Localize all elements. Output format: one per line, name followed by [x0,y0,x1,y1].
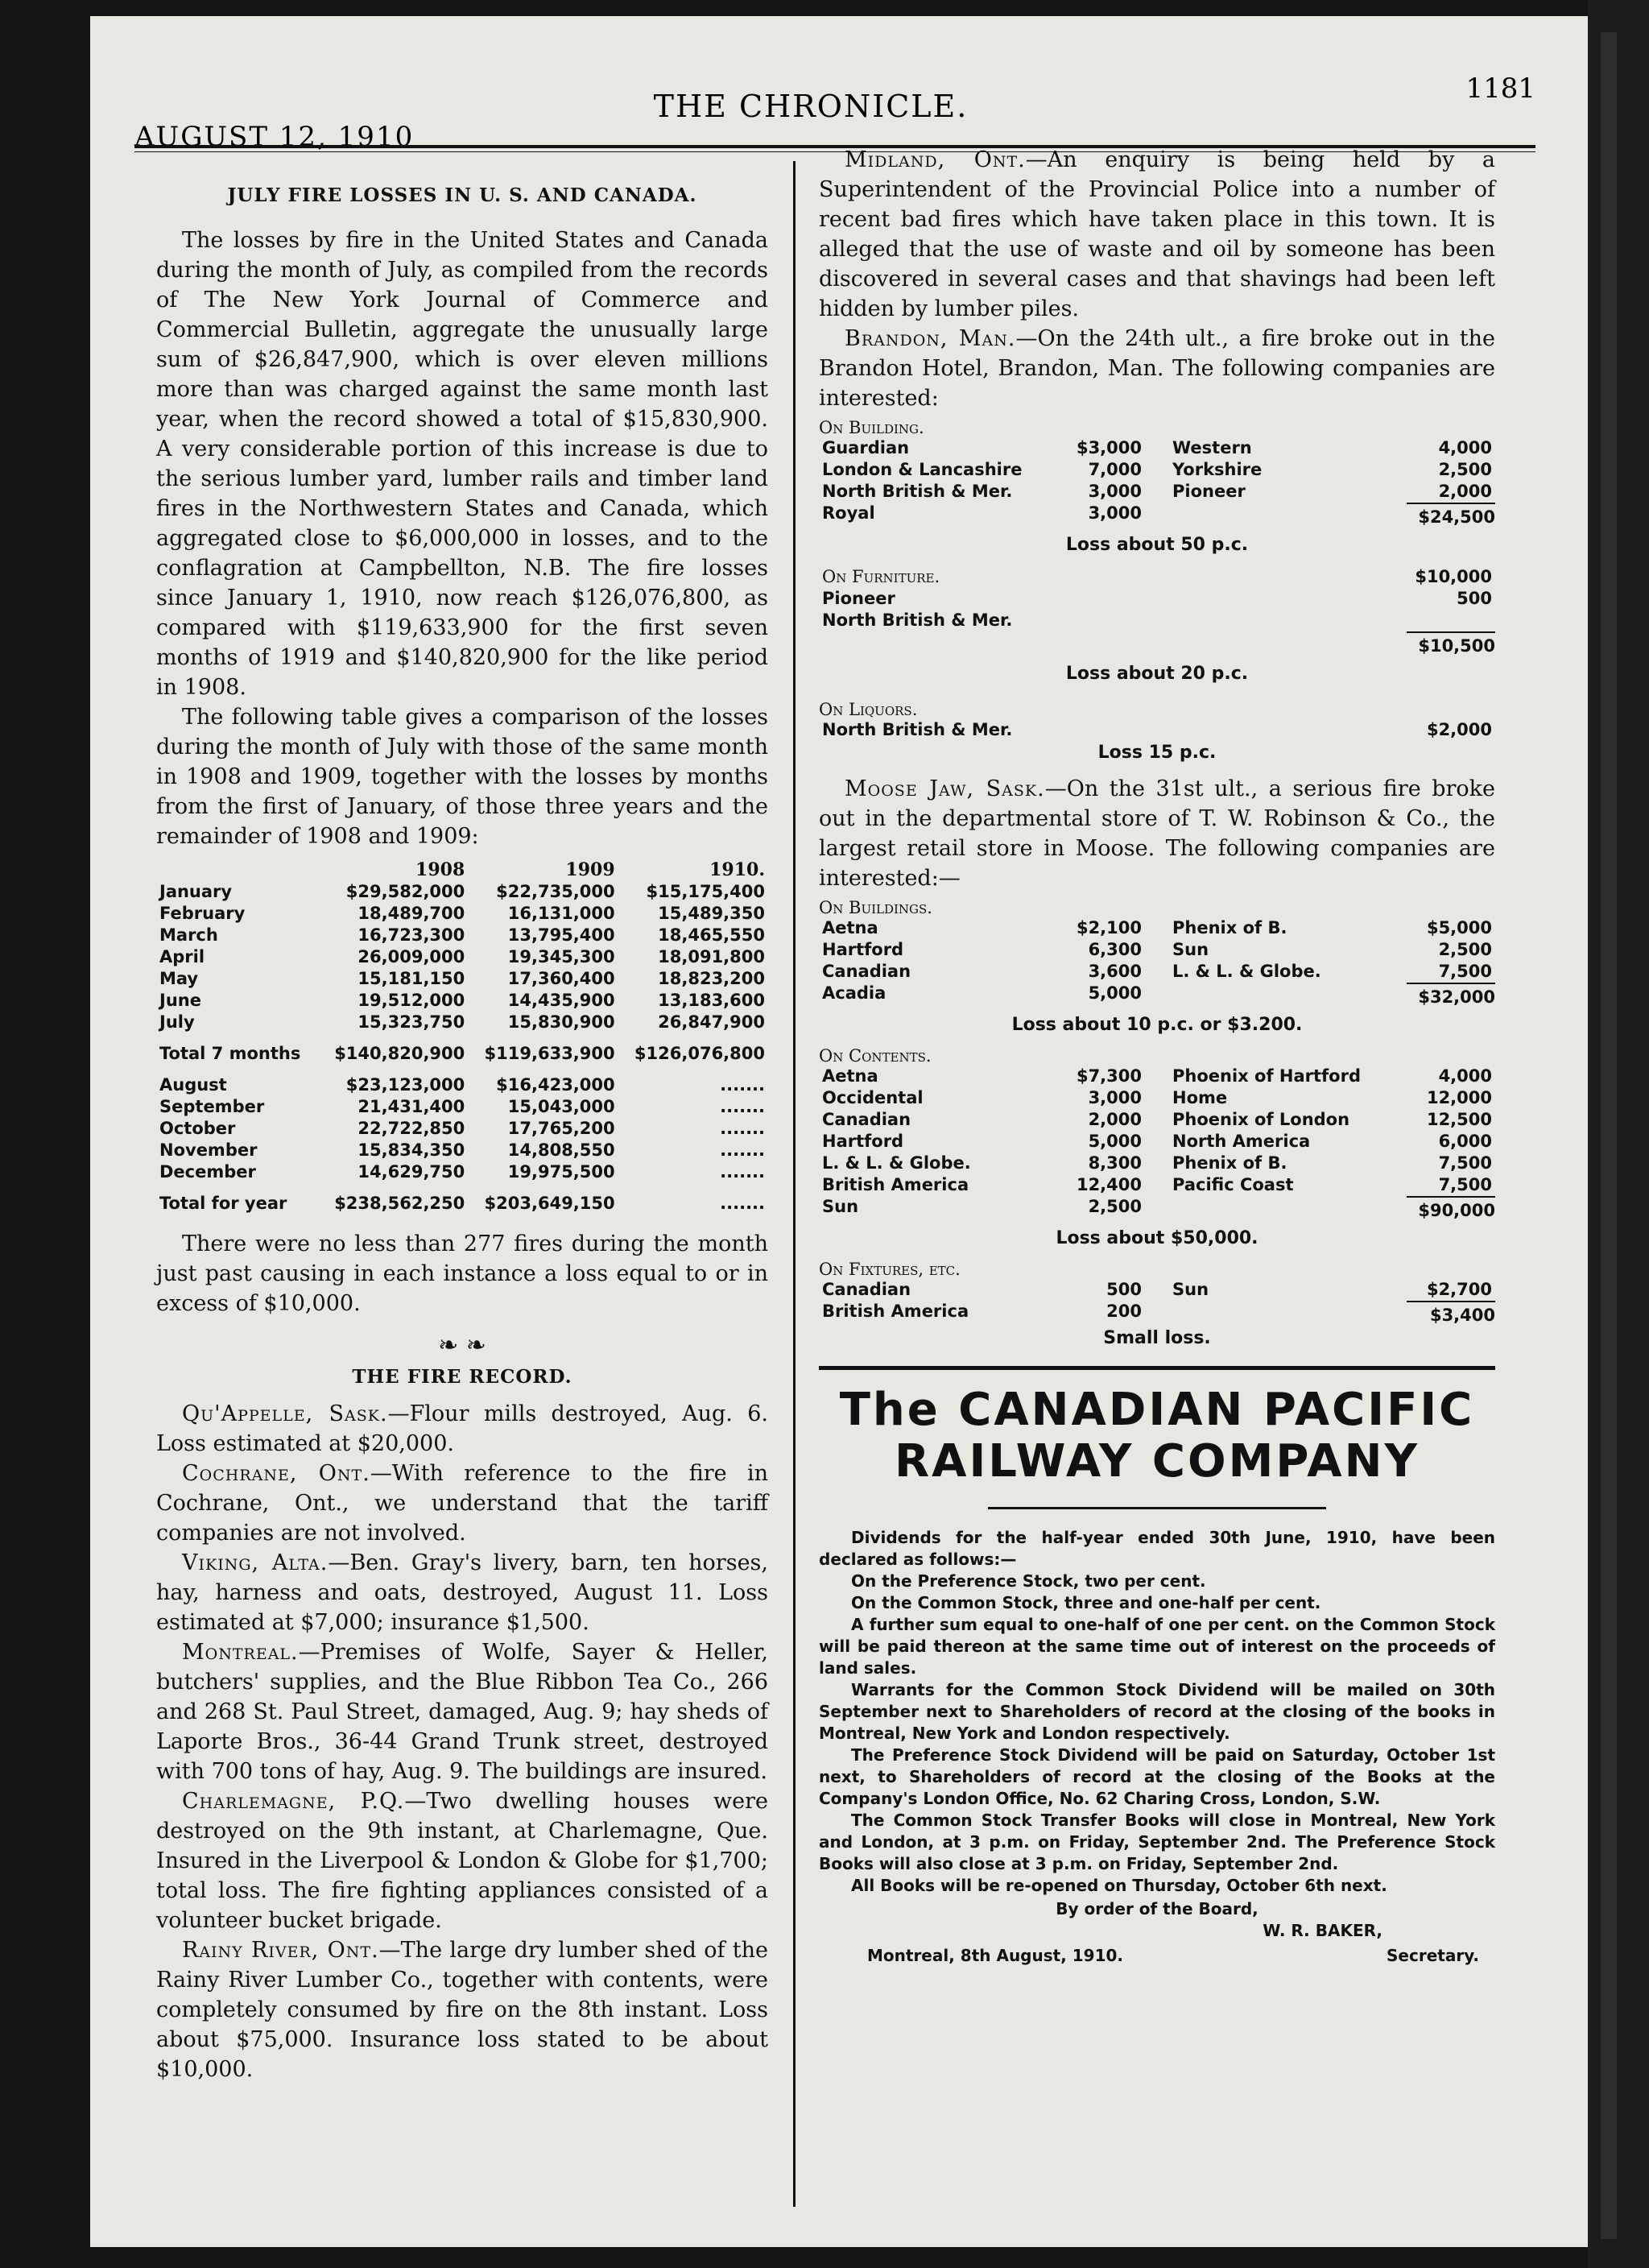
advert-paragraph: The Preference Stock Dividend will be paid on Saturday, October 1st next, to Shareholders of record at the closing of the Books at the Company's London Office, No. 62 Charing Cross, London, S.W. [819,1745,1495,1808]
insurer-name: Aetna [822,918,878,937]
insurer-amount: 4,000 [1438,438,1492,457]
advert-paragraph: Warrants for the Common Stock Dividend will be mailed on 30th September next to Shareholders of record at the closing of the books in Montreal, New York and London respectively. [819,1680,1495,1743]
insurer-amount: $3,000 [1076,438,1142,457]
insurer-row [1169,1131,1495,1153]
cell: ....... [720,1097,765,1116]
moosejaw-building-block [819,898,1495,1007]
insurer-name: North British & Mer. [822,720,1013,739]
cell: $203,649,150 [484,1194,615,1213]
cell: 18,823,200 [658,969,765,988]
insurer-row [819,961,1145,983]
insurer-amount: 500 [1106,1280,1142,1299]
cell: 19,512,000 [357,991,465,1010]
cell: 15,323,750 [357,1012,465,1032]
insurer-amount: 2,500 [1438,940,1492,959]
fire-record-list [156,1399,768,2084]
insurer-name: Guardian [822,438,910,457]
record-place: Cochrane, Ont. [182,1461,370,1486]
block-caption: On Buildings. [819,898,932,917]
insurer-row [1169,917,1495,939]
insurer-row [1169,961,1495,983]
table-row [156,1074,768,1096]
fire-record-item [156,1548,768,1637]
insurer-amount: 7,500 [1438,1175,1492,1194]
cell: $119,633,900 [484,1044,615,1063]
article-paragraph: The losses by fire in the United States and Canada during the month of July, as compiled from the records of The New York Journal of Commerce and Commercial Bulletin, aggregate the unusually large sum of $26,847,900, which is over eleven millions more than was charged against the same month last year, when the record showed a total of $15,830,900. A very considerable portion of this increase is due to the serious lumber yard, lumber rails and timber land fires in the Northwestern States and Canada, which aggregated close to $6,000,000 in losses, and to the conflagration at Campbellton, N.B. The fire losses since January 1, 1910, now reach $126,076,800, as compared with $119,633,900 for the first seven months of 1919 and $140,820,900 for the like period in 1908. [156,228,768,700]
insurer-row [819,588,1495,610]
block-caption: On Furniture. [822,567,940,586]
insurer-row [819,719,1495,741]
advert-signer: W. R. BAKER, [1263,1921,1382,1940]
row-label: April [159,947,205,966]
insurer-name: Yorkshire [1172,460,1263,479]
cell: 14,435,900 [507,991,615,1010]
table-row [156,946,768,968]
insurer-amount: $2,100 [1076,918,1142,937]
advert-rule [819,1366,1495,1370]
cell: 13,183,600 [658,991,765,1010]
insurer-amount: 5,000 [1088,1132,1142,1151]
insurer-amount [1377,610,1495,631]
row-label: August [159,1075,227,1095]
insurer-amount: $7,300 [1076,1066,1142,1086]
insurer-name: Aetna [822,1066,878,1086]
cell: 21,431,400 [357,1097,465,1116]
row-label: February [159,904,246,923]
fire-record-item [156,1786,768,1935]
insurer-row [1169,481,1495,503]
insurer-amount: 200 [1106,1302,1142,1321]
insurer-name: Sun [1172,940,1209,959]
insurer-name: Canadian [822,962,911,981]
insurer-amount: 12,000 [1426,1088,1492,1107]
insurer-row [1169,1066,1495,1087]
insurer-amount: 3,000 [1088,482,1142,501]
cell: $22,735,000 [496,882,615,901]
row-label: December [159,1162,256,1182]
insurer-amount: 7,000 [1088,460,1142,479]
loss-note: Small loss. [1103,1328,1211,1348]
cell: 15,489,350 [658,904,765,923]
column-divider [793,161,796,2207]
fire-record-item [156,1459,768,1548]
moosejaw-contents-block [819,1046,1495,1220]
record-text: —An enquiry is being held by a Superintendent of the Provincial Police into a number of recent bad fires which have taken place in this town. It is alleged that the use of waste and oil by someone has been discovered in several cases and that shavings had been left hidden by lumber piles. [819,147,1496,321]
block-total: $24,500 [1407,503,1495,527]
block-caption: On Contents. [819,1046,932,1066]
insurer-amount: 3,600 [1088,962,1142,981]
row-label: January [159,882,233,901]
left-column [156,173,768,2084]
cell: 15,181,150 [357,969,465,988]
advert-paragraph: All Books will be re-opened on Thursday, October 6th next. [851,1876,1387,1895]
row-label: May [159,969,199,988]
table-row [156,1161,768,1183]
fire-record-item [819,145,1495,324]
insurer-name: Canadian [822,1280,911,1299]
insurer-name: British America [822,1302,969,1321]
brandon-liquor-block [819,700,1495,741]
advert-paragraph: On the Preference Stock, two per cent. [851,1571,1206,1591]
record-place: Moose Jaw, Sask. [845,776,1045,801]
advert-separator [988,1507,1326,1509]
cell: ....... [720,1075,765,1095]
table-row [156,925,768,946]
insurer-row [819,939,1145,961]
cell: $140,820,900 [334,1044,465,1063]
insurer-row [819,481,1145,503]
insurer-name: North British & Mer. [822,482,1013,501]
insurer-name: Acadia [822,983,886,1003]
table-row [156,1183,768,1224]
year-header: 1909 [565,859,615,880]
insurer-name: North America [1172,1132,1311,1151]
cell: 26,847,900 [658,1012,765,1032]
insurer-row [819,917,1145,939]
fire-record-item [156,1399,768,1459]
advert-body [819,1527,1495,1967]
insurer-amount: 6,000 [1438,1132,1492,1151]
year-header: 1910. [709,859,765,880]
block-caption: On Fixtures, etc. [819,1260,961,1279]
record-text: —Ben. Gray's livery, barn, ten horses, hay, harness and oats, destroyed, August 11. Loss estimated at $7,000; insurance $1,500. [156,1550,768,1635]
cell: 19,975,500 [507,1162,615,1182]
insurer-amount: 6,300 [1088,940,1142,959]
block-total: $32,000 [1407,983,1495,1007]
insurer-amount: 3,000 [1088,503,1142,523]
brandon-building-block [819,418,1495,527]
advert-paragraph: The Common Stock Transfer Books will close in Montreal, New York and London, at 3 p.m. on Friday, September 2nd. The Preference Stock Books will also close at 3 p.m. on Friday, September 2nd. [819,1811,1495,1873]
record-text: —Two dwelling houses were destroyed on the 9th instant, at Charlemagne, Que. Insured in the Liverpool & London & Globe for $1,700; total loss. The fire fighting appliances consisted of a volunteer bucket brigade. [156,1789,769,1933]
record-place: Viking, Alta. [182,1550,329,1575]
block-total: $90,000 [1407,1196,1495,1220]
block-total: $10,500 [1407,631,1495,656]
insurer-row [1169,1174,1495,1196]
record-place: Montreal. [182,1640,299,1665]
cell: $15,175,400 [646,882,765,901]
right-column [819,145,1495,1967]
advert-place-date: Montreal, 8th August, 1910. [867,1946,1124,1965]
advert-title: The CANADIAN PACIFIC [839,1384,1475,1436]
insurer-amount: 2,500 [1438,460,1492,479]
cell: 16,131,000 [507,904,615,923]
insurer-name: L. & L. & Globe. [1172,962,1321,981]
cell: 17,765,200 [507,1119,615,1138]
table-row [156,1118,768,1140]
cell: 14,629,750 [357,1162,465,1182]
section-heading: THE FIRE RECORD. [352,1366,572,1388]
insurer-row [819,459,1145,481]
record-text: —With reference to the fire in Cochrane, Ont., we understand that the tariff companies are not involved. [156,1461,768,1546]
book-binding-edge [1588,0,1649,2268]
insurer-amount: $5,000 [1426,918,1492,937]
table-row [156,1140,768,1161]
record-text: —Flour mills destroyed, Aug. 6. Loss estimated at $20,000. [156,1401,768,1456]
page-sheet [90,16,1588,2247]
cpr-advertisement [819,1384,1495,1967]
cell: $10,000 [1415,567,1492,586]
row-label: October [159,1119,236,1138]
brandon-furniture-block [819,566,1495,656]
insurer-row [819,1279,1145,1301]
insurer-amount: 12,400 [1076,1175,1142,1194]
cell: ....... [720,1119,765,1138]
insurer-name: Canadian [822,1110,911,1129]
cell: 15,834,350 [357,1140,465,1160]
record-place: Rainy River, Ont. [182,1938,379,1963]
insurer-name: Royal [822,503,875,523]
table-row [156,881,768,903]
block-caption: On Liquors. [819,700,918,719]
insurer-name: Phoenix of London [1172,1110,1350,1129]
insurer-amount: 2,000 [1088,1110,1142,1129]
fire-record-item [156,1935,768,2084]
insurer-name: Occidental [822,1088,924,1107]
insurer-amount: $2,000 [1426,720,1492,739]
cell: ....... [720,1162,765,1182]
row-label: Total 7 months [159,1044,301,1063]
insurer-row [819,1153,1145,1174]
insurer-row [1169,1109,1495,1131]
record-text: —Premises of Wolfe, Sayer & Heller, butchers' supplies, and the Blue Ribbon Tea Co., 266 and 268 St. Paul Street, damaged, Aug. 9; hay sheds of Laporte Bros., 36-44 Grand Trunk street, destroyed with 700 tons of hay, Aug. 9. The buildings are insured. [156,1640,768,1784]
cell: $16,423,000 [496,1075,615,1095]
cell: ....... [720,1140,765,1160]
ornament-icon: ❧ ❧ [438,1331,486,1360]
insurer-name: Hartford [822,940,904,959]
insurer-row [819,1174,1145,1196]
insurer-name: Home [1172,1088,1228,1107]
fire-record-item [156,1637,768,1786]
cell: $238,562,250 [334,1194,465,1213]
block-caption: On Building. [819,418,924,437]
advert-signer-role: Secretary. [1387,1946,1479,1965]
cell: 19,345,300 [507,947,615,966]
insurer-name: Hartford [822,1132,904,1151]
cell: 17,360,400 [507,969,615,988]
insurer-name: Pioneer [822,589,895,608]
table-row [156,903,768,925]
insurer-name: Phenix of B. [1172,918,1287,937]
insurer-row [819,503,1145,524]
fire-record-item [819,324,1495,413]
cell: 16,723,300 [357,925,465,945]
insurer-name: North British & Mer. [822,610,1013,630]
loss-note: Loss about $50,000. [1056,1228,1258,1248]
fire-loss-table [156,859,768,1224]
insurer-name: Sun [1172,1280,1209,1299]
record-place: Qu'Appelle, Sask. [182,1401,388,1426]
insurer-name: Phoenix of Hartford [1172,1066,1361,1086]
insurer-row [819,1087,1145,1109]
cell: $23,123,000 [345,1075,465,1095]
cell: 14,808,550 [507,1140,615,1160]
insurer-row [819,983,1145,1004]
row-label: Total for year [159,1194,287,1213]
cell: $126,076,800 [634,1044,765,1063]
record-place: Brandon, Man. [845,326,1016,351]
row-label: September [159,1097,265,1116]
insurer-row [1169,1153,1495,1174]
cell: 22,722,850 [357,1119,465,1138]
running-header [134,72,1535,153]
moosejaw-fixtures-block [819,1260,1495,1325]
insurer-amount: 5,000 [1088,983,1142,1003]
insurer-row [819,1131,1145,1153]
cell: 15,830,900 [507,1012,615,1032]
table-row [156,1033,768,1074]
record-place: Midland, Ont. [845,147,1026,172]
record-place: Charlemagne, P.Q. [182,1789,405,1814]
table-header-row [156,859,768,881]
advert-paragraph: Dividends for the half-year ended 30th June, 1910, have been declared as follows:— [819,1528,1495,1569]
cell: 18,489,700 [357,904,465,923]
loss-note: Loss about 50 p.c. [1065,535,1249,555]
advert-paragraph: On the Common Stock, three and one-half per cent. [851,1593,1321,1612]
insurer-name: London & Lancashire [822,460,1023,479]
insurer-name: Pacific Coast [1172,1175,1294,1194]
insurer-amount: 500 [1457,589,1492,608]
block-total: $3,400 [1407,1301,1495,1325]
insurer-amount: 7,500 [1438,1153,1492,1173]
record-text: —On the 31st ult., a serious fire broke out in the departmental store of T. W. Robinson & Co., the largest retail store in Moose. The following companies are interested:— [819,776,1496,891]
cell: 18,091,800 [658,947,765,966]
insurer-name: Sun [822,1197,859,1216]
article-heading: JULY FIRE LOSSES IN U. S. AND CANADA. [227,184,697,206]
insurer-row [1169,437,1495,459]
insurer-name: Pioneer [1172,482,1246,501]
row-label: July [159,1012,195,1032]
insurer-row [1169,459,1495,481]
insurer-name: L. & L. & Globe. [822,1153,971,1173]
insurer-row [819,1109,1145,1131]
insurer-row [819,437,1145,459]
insurer-name: Phenix of B. [1172,1153,1287,1173]
table-row [156,990,768,1012]
insurer-row [819,1301,1145,1322]
cell: 26,009,000 [357,947,465,966]
record-text: —The large dry lumber shed of the Rainy River Lumber Co., together with contents, were completely consumed by fire on the 8th instant. Loss about $75,000. Insurance loss stated to be about $10,000. [156,1938,768,2082]
loss-note: Loss about 20 p.c. [1065,664,1249,684]
advert-paragraph: A further sum equal to one-half of one per cent. on the Common Stock will be paid thereon at the same time out of interest on the proceeds of land sales. [819,1615,1495,1678]
advert-title: RAILWAY COMPANY [894,1435,1420,1488]
table-row [156,1012,768,1033]
article-paragraph: The following table gives a comparison of the losses during the month of July with those of the same month in 1908 and 1909, together with the losses by months from the first of January, of those three years and the remainder of 1908 and 1909: [156,705,768,849]
fire-record-item [819,774,1495,893]
insurer-amount: 8,300 [1088,1153,1142,1173]
row-label: March [159,925,218,945]
insurer-row [1169,1087,1495,1109]
row-label: June [159,991,201,1010]
row-label: November [159,1140,258,1160]
loss-note: Loss about 10 p.c. or $3.200. [1011,1015,1303,1035]
insurer-name: British America [822,1175,969,1194]
insurer-name: Western [1172,438,1252,457]
article-paragraph: There were no less than 277 fires during the month just past causing in each instance a loss equal to or in excess of $10,000. [156,1231,768,1316]
cell: 15,043,000 [507,1097,615,1116]
insurer-row [819,1196,1145,1218]
insurer-amount: 4,000 [1438,1066,1492,1086]
insurer-amount: 12,500 [1426,1110,1492,1129]
year-header: 1908 [415,859,465,880]
table-row [156,968,768,990]
insurer-amount: 2,500 [1088,1197,1142,1216]
insurer-amount: 3,000 [1088,1088,1142,1107]
record-text: —On the 24th ult., a fire broke out in the Brandon Hotel, Brandon, Man. The following companies are interested: [819,326,1496,411]
insurer-amount: 2,000 [1438,482,1492,501]
cell: 18,465,550 [658,925,765,945]
loss-note: Loss 15 p.c. [1097,743,1217,763]
insurer-amount: $2,700 [1426,1280,1492,1299]
table-row [156,1096,768,1118]
cell: 13,795,400 [507,925,615,945]
insurer-row [1169,939,1495,961]
cell: $29,582,000 [345,882,465,901]
insurer-row [819,1066,1145,1087]
insurer-row [1169,1279,1495,1301]
insurer-row [819,610,1495,631]
cell: ....... [720,1194,765,1213]
header-title: THE CHRONICLE. [653,89,969,124]
header-date: AUGUST 12, 1910 [134,121,415,153]
advert-order: By order of the Board, [1056,1899,1258,1918]
page-number: 1181 [1465,72,1535,105]
insurer-amount: 7,500 [1438,962,1492,981]
